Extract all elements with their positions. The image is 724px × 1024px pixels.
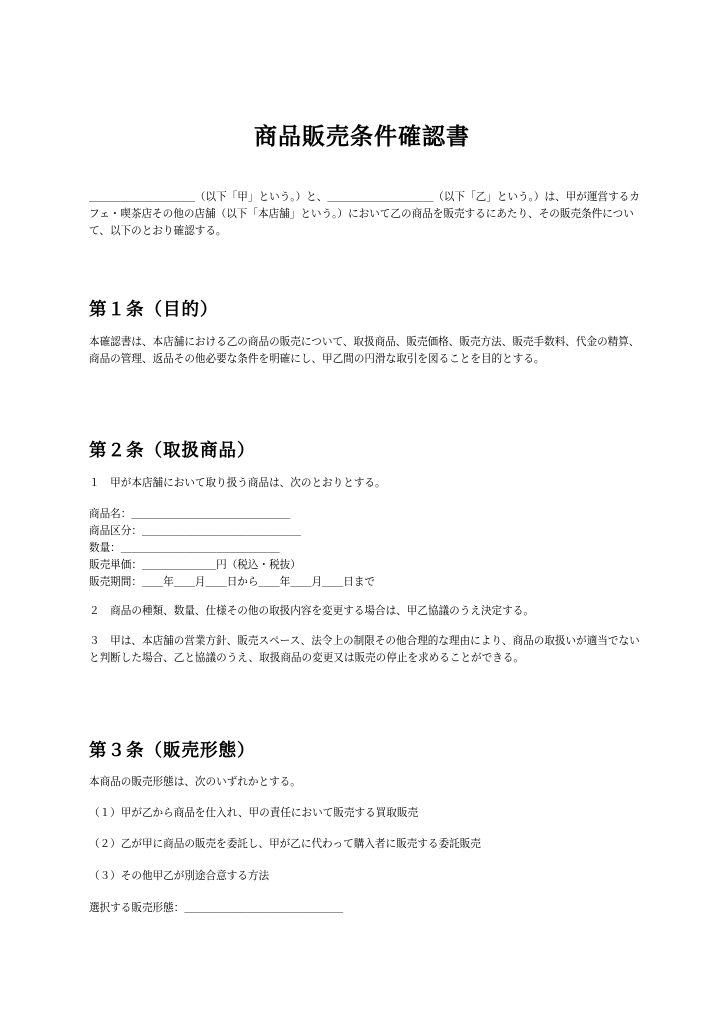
field-product-category: 商品区分：＿＿＿＿＿＿＿＿＿＿＿＿＿＿＿	[89, 525, 301, 537]
article2-item3: ３ 甲は、本店舗の営業方針、販売スペース、法令上の制限その他合理的な理由により、商品の取扱いが適当でないと判断した場合、乙と協議のうえ、取扱商品の変更又は販売の停止を求めることができる。	[89, 635, 640, 664]
article3-heading: 第３条（販売形態）	[89, 741, 256, 761]
document-title: 商品販売条件確認書	[254, 124, 470, 150]
article1-body: 本確認書は、本店舗における乙の商品の販売について、取扱商品、販売価格、販売方法、販売手数料、代金の精算、商品の管理、返品その他必要な条件を明確にし、甲乙間の円滑な取引を図ることを目的とする。	[89, 336, 640, 365]
sales-form-option-3: （３）その他甲乙が別途合意する方法	[89, 870, 270, 882]
article2-heading: 第２条（取扱商品）	[89, 441, 256, 461]
article1-heading: 第１条（目的）	[89, 300, 219, 320]
selected-sales-form: 選択する販売形態：＿＿＿＿＿＿＿＿＿＿＿＿＿＿＿	[89, 902, 344, 914]
field-unit-price: 販売単価：＿＿＿＿＿＿＿円（税込・税抜）	[89, 559, 301, 571]
article2-item2: ２ 商品の種類、数量、仕様その他の取扱内容を変更する場合は、甲乙協議のうえ決定する。	[89, 605, 534, 617]
sales-form-option-1: （１）甲が乙から商品を仕入れ、甲の責任において販売する買取販売	[89, 807, 419, 819]
intro-paragraph: ＿＿＿＿＿＿＿＿＿＿（以下「甲」という。）と、＿＿＿＿＿＿＿＿＿＿（以下「乙」という。）は、甲が運営するカフェ・喫茶店その他の店舗（以下「本店舗」という。）において乙の商品を販売するにあたり、その販売条件について、以下のとおり確認する。	[89, 191, 640, 237]
field-quantity: 数量：＿＿＿＿＿＿＿＿＿＿＿＿＿＿＿	[89, 542, 280, 554]
sales-form-option-2: （２）乙が甲に商品の販売を委託し、甲が乙に代わって購入者に販売する委託販売	[89, 838, 481, 850]
article3-intro: 本商品の販売形態は、次のいずれかとする。	[89, 776, 301, 788]
field-product-name: 商品名：＿＿＿＿＿＿＿＿＿＿＿＿＿＿＿	[89, 508, 291, 520]
field-sales-period: 販売期間：＿＿年＿＿月＿＿日から＿＿年＿＿月＿＿日まで	[89, 576, 376, 588]
article2-item1: １ 甲が本店舗において取り扱う商品は、次のとおりとする。	[89, 477, 386, 489]
